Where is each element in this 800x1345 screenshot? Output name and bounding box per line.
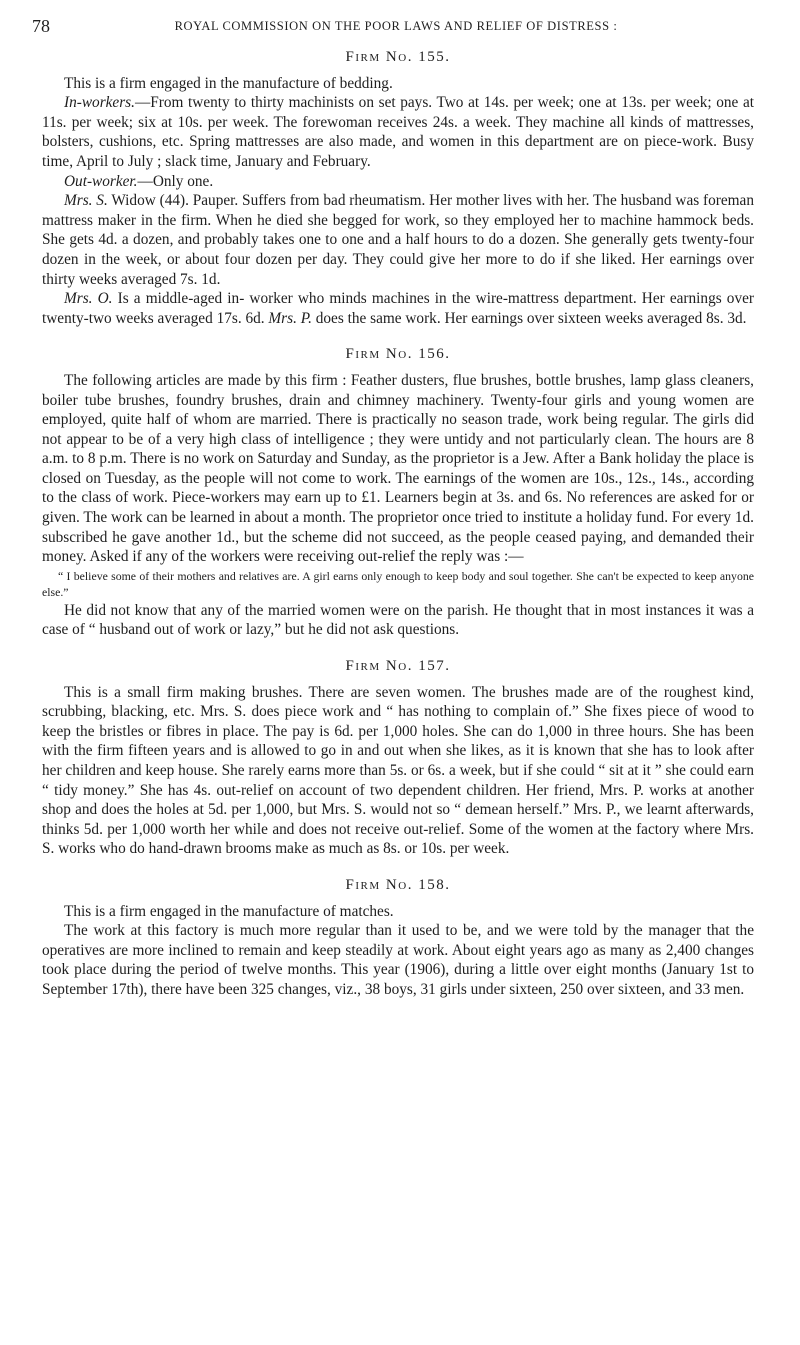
firm-156-paragraph: The following articles are made by this firm : Feather dusters, flue brushes, bottle brushes, lamp glass cleaners, boiler tube brushes, foundry brushes, drain and chimney machinery. Twenty-four girls and young women are employed, quite half of whom are married. There is practically no season trade, work being regular. The girls did not appear to be of a very high class of intelligence ; they were untidy and not particularly clean. The hours are 8 a.m. to 8 p.m. There is no work on Saturday and Sunday, as the proprietor is a Jew. After a Bank holiday the place is closed on Tuesday, as the people will not come to work. The earnings of the women are 10s., 12s., 14s., according to the class of work. Piece-workers may earn up to £1. Learners begin at 3s. and 6s. No references are asked for or given. The work can be learned in about a month. The proprietor once tried to institute a holiday fund. For every 1d. subscribed he gave another 1d., but the scheme did not succeed, as the people ceased paying, and demanded their money. Asked if any of the workers were receiving out-relief the reply was :—: [42, 371, 754, 566]
firm-157-paragraph: This is a small firm making brushes. There are seven women. The brushes made are of the roughest kind, scrubbing, blacking, etc. Mrs. S. does piece work and “ has nothing to complain of.” She fixes piece of wood to keep the bristles or fibres in place. The pay is 6d. per 1,000 holes. She can do 1,000 in three hours. She has been with the firm fifteen years and is allowed to go in and out when she likes, as it is known that she has to look after her children and keep house. She rarely earns more than 5s. or 6s. a week, but if she could “ sit at it ” she could earn “ tidy money.” She has 4s. out-relief on account of two dependent children. Her friend, Mrs. P. works at another shop and does the holes at 5d. per 1,000, but Mrs. S. would not so “ demean herself.” Mrs. P., we learnt afterwards, thinks 5d. per 1,000 worth her while and does not receive out-relief. Some of the women at the factory where Mrs. S. works who do hand-drawn brooms make as much as 8s. or 10s. per week.: [42, 683, 754, 858]
firm-155-out-worker: [42, 172, 754, 192]
firm-156-quote: “ I believe some of their mothers and relatives are. A girl earns only enough to keep body and soul together. She can't be expected to keep anyone else.”: [42, 568, 754, 599]
in-workers-text: —From twenty to thirty machinists on set pays. Two at 14s. per week; one at 13s. per week; one at 11s. per week; six at 10s. per week. The forewoman receives 24s. a week. They machine all kinds of mattresses, bolsters, cushions, etc. Spring mattresses are also made, and women in this department are on piece-work. Busy time, April to July ; slack time, January and February.: [42, 94, 754, 170]
firm-156-closing: He did not know that any of the married women were on the parish. He thought that in most instances it was a case of “ husband out of work or lazy,” but he did not ask questions.: [42, 601, 754, 639]
page-number: 78: [32, 16, 50, 36]
mrs-p-text: does the same work. Her earnings over sixteen weeks averaged 8s. 3d.: [311, 309, 747, 327]
mrs-o-label: Mrs. O.: [64, 290, 113, 308]
firm-158-heading: Firm No. 158.: [345, 876, 451, 893]
running-title: ROYAL COMMISSION ON THE POOR LAWS AND RELIEF OF DISTRESS :: [174, 19, 618, 33]
firm-155-intro: This is a firm engaged in the manufacture of bedding.: [64, 74, 393, 92]
firm-155-in-workers: [42, 93, 754, 171]
firm-155-heading: Firm No. 155.: [345, 49, 451, 65]
mrs-s-label: Mrs. S.: [64, 192, 108, 210]
firm-157-heading: Firm No. 157.: [345, 658, 451, 675]
in-workers-label: In-workers.: [64, 94, 135, 112]
running-header: [32, 16, 760, 38]
out-worker-label: Out-worker.: [64, 172, 138, 190]
mrs-s-text: Widow (44). Pauper. Suffers from bad rheumatism. Her mother lives with her. The husband was foreman mattress maker in the firm. When he died she begged for work, so they employed her to machine hammock beds. She gets 4d. a dozen, and probably takes one to one and a half hours to do a dozen. She generally gets twenty-four dozen in the week, or about four dozen per day. They could give her more to do if she liked. Her earnings over thirty weeks averaged 7s. 1d.: [42, 192, 754, 288]
firm-158-paragraph: The work at this factory is much more regular than it used to be, and we were told by the manager that the operatives are more inclined to remain and keep steadily at work. About eight years ago as many as 2,400 changes took place during the period of twelve months. This year (1906), during a little over eight months (January 1st to September 17th), there have been 325 changes, viz., 38 boys, 31 girls under sixteen, 250 over sixteen, and 33 men.: [42, 922, 754, 998]
firm-156-heading: Firm No. 156.: [345, 346, 451, 363]
firm-155-mrs-o: [42, 289, 754, 328]
out-worker-text: —Only one.: [137, 172, 214, 190]
mrs-o-text: Is a middle-aged in- worker who minds machines in the wire-mattress department. Her earnings over twenty-two weeks averaged 17s. 6d.: [42, 290, 754, 327]
body-text: [42, 48, 754, 1000]
mrs-p-label: Mrs. P.: [268, 309, 312, 327]
firm-155-mrs-s: [42, 191, 754, 289]
firm-158-intro: This is a firm engaged in the manufacture of matches.: [64, 902, 394, 920]
